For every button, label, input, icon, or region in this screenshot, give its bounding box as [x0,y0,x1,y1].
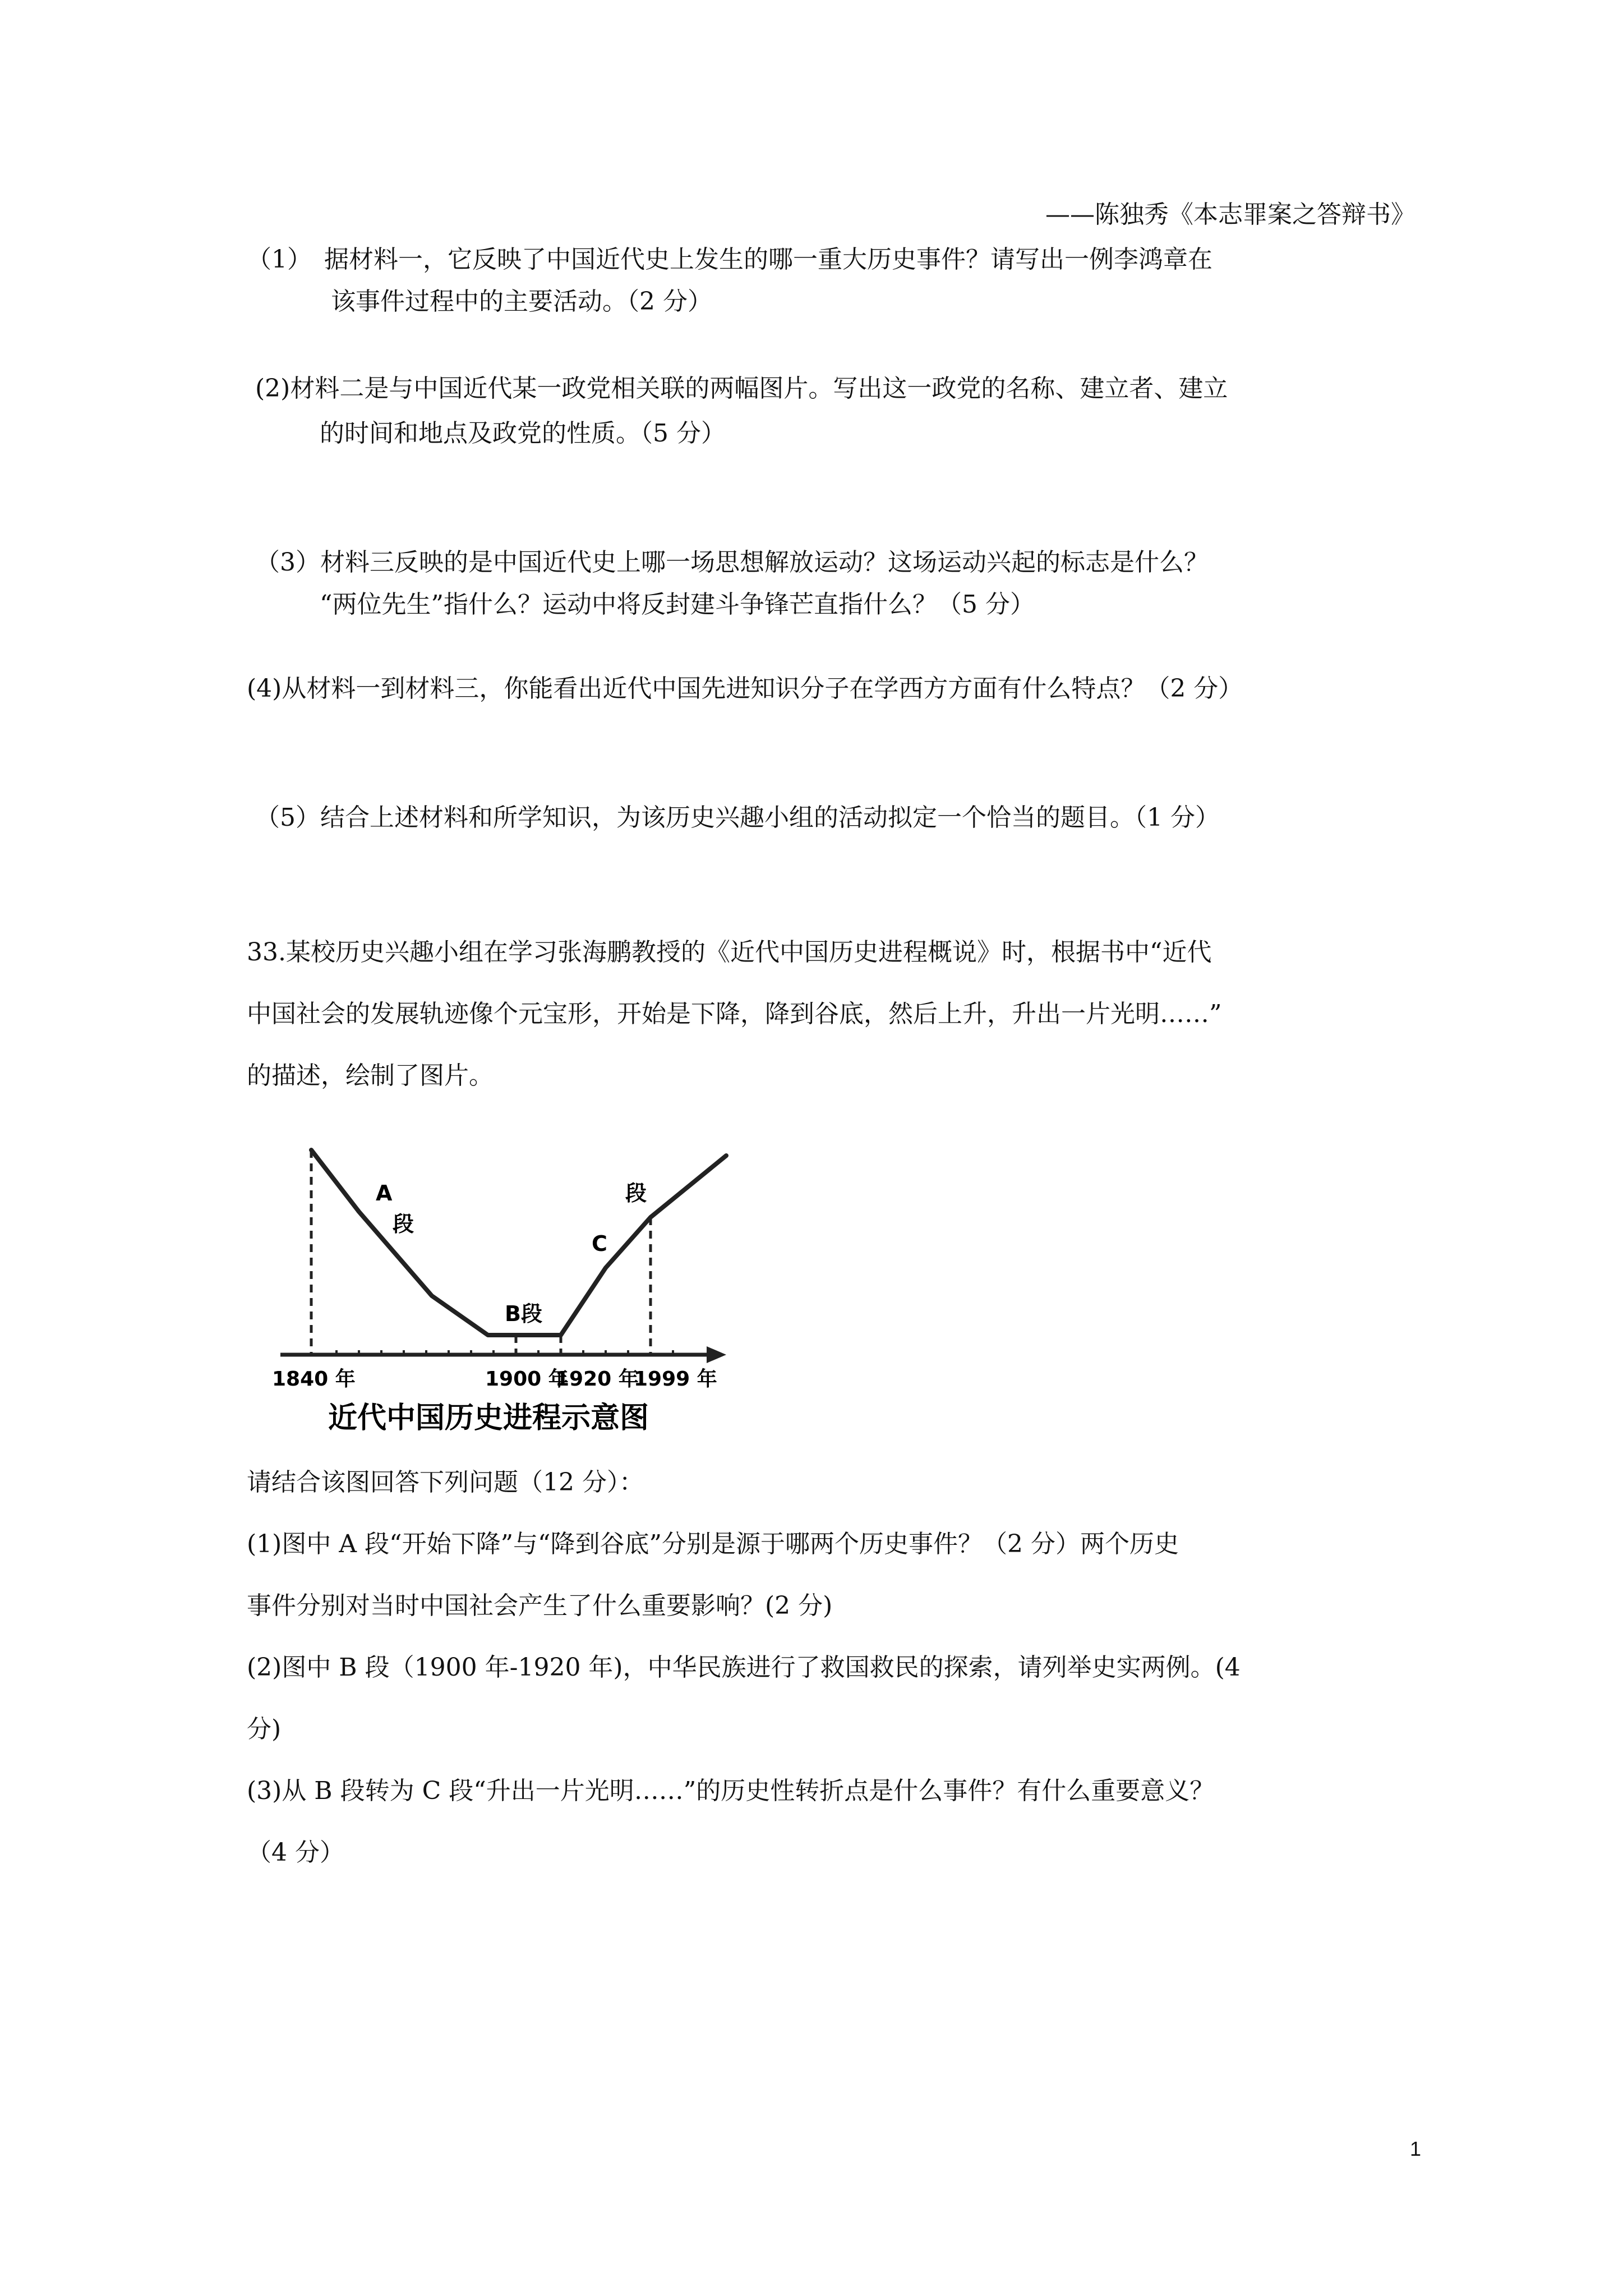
q33-line3: 的描述，绘制了图片。 [247,1061,494,1090]
sub2-line2: 分) [247,1715,282,1743]
history-chart [247,1133,740,1447]
attribution: ——陈独秀《本志罪案之答辩书》 [1045,200,1415,229]
tick-1840: 1840 年 [272,1368,356,1391]
q33-line1: 33.某校历史兴趣小组在学习张海鹏教授的《近代中国历史进程概说》时，根据书中“近代 [247,938,1212,967]
label-b: B段 [505,1301,542,1326]
instructions: 请结合该图回答下列问题（12 分）： [247,1468,644,1497]
q1-line1: （1） 据材料一，它反映了中国近代史上发生的哪一重大历史事件？请写出一例李鸿章在 [247,245,1212,274]
figure-title: 近代中国历史进程示意图 [328,1401,649,1435]
page-number: 1 [1409,2137,1421,2160]
q5-line1: （5）结合上述材料和所学知识，为该历史兴趣小组的活动拟定一个恰当的题目。（1 分） [255,803,1220,832]
q2-line2: 的时间和地点及政党的性质。（5 分） [320,419,726,448]
sub3-line2: （4 分） [247,1838,344,1867]
tick-1999: 1999 年 [634,1368,717,1391]
tick-1900: 1900 年 [485,1368,569,1391]
sub2-line1: (2)图中 B 段（1900 年-1920 年)，中华民族进行了救国救民的探索，请列举史实两例。(4 [247,1653,1241,1682]
q1-line2: 该事件过程中的主要活动。（2 分） [331,287,712,316]
sub3-line1: (3)从 B 段转为 C 段“升出一片光明……”的历史性转折点是什么事件？有什么重要意义？ [247,1777,1215,1805]
x-axis-arrow [707,1346,726,1363]
q3-line2: “两位先生”指什么？运动中将反封建斗争锋芒直指什么？（5 分） [320,590,1035,619]
label-c-duan: 段 [625,1181,647,1205]
tick-1920: 1920 年 [555,1368,639,1391]
q33-line2: 中国社会的发展轨迹像个元宝形，开始是下降，降到谷底，然后上升，升出一片光明……” [247,1000,1222,1028]
sub1-line1: (1)图中 A 段“开始下降”与“降到谷底”分别是源于哪两个历史事件？（2 分）两个历史 [247,1530,1179,1558]
q3-line1: （3）材料三反映的是中国近代史上哪一场思想解放运动？这场运动兴起的标志是什么？ [255,548,1209,577]
history-chart-svg [247,1133,740,1447]
label-c: C [592,1231,607,1256]
label-a: A [376,1181,393,1205]
sub1-line2: 事件分别对当时中国社会产生了什么重要影响？(2 分) [247,1591,833,1620]
q4-line1: (4)从材料一到材料三，你能看出近代中国先进知识分子在学西方方面有什么特点？（2 分） [247,674,1243,703]
q2-line1: (2)材料二是与中国近代某一政党相关联的两幅图片。写出这一政党的名称、建立者、建立 [255,374,1228,403]
label-a-duan: 段 [393,1212,414,1236]
